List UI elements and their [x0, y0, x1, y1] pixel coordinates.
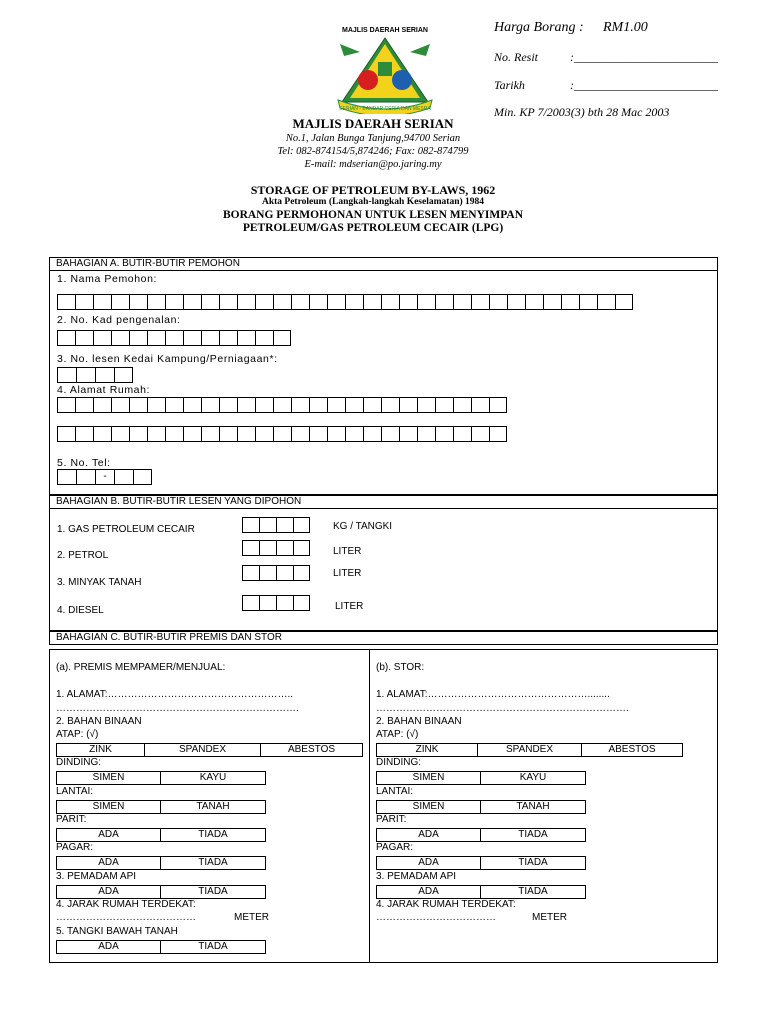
char-box[interactable]: [165, 426, 183, 442]
char-box[interactable]: [201, 397, 219, 413]
home-address-label: 4. Alamat Rumah:: [57, 384, 151, 396]
store-extinguisher-options[interactable]: [376, 885, 586, 899]
premises-roof-label: ATAP: (√): [56, 729, 99, 740]
char-box[interactable]: [615, 294, 633, 310]
store-materials-label: 2. BAHAN BINAAN: [376, 716, 462, 727]
no-resit-label: No. Resit: [494, 50, 538, 64]
premises-roof-options[interactable]: [56, 743, 363, 757]
char-box[interactable]: [57, 397, 75, 413]
char-box[interactable]: [147, 426, 165, 442]
char-box[interactable]: [417, 426, 435, 442]
char-box[interactable]: [561, 294, 579, 310]
ic-number-boxes[interactable]: [57, 330, 291, 346]
store-address-line2[interactable]: ………………………………………………………………….: [376, 703, 629, 714]
premises-distance-line[interactable]: ……………………………………: [56, 912, 196, 923]
char-box[interactable]: [57, 426, 75, 442]
roof-spandex[interactable]: SPANDEX: [145, 744, 261, 756]
premises-tank-options[interactable]: [56, 940, 266, 954]
char-box[interactable]: [489, 426, 507, 442]
char-box[interactable]: [219, 294, 237, 310]
char-box[interactable]: [417, 294, 435, 310]
char-box[interactable]: [453, 397, 471, 413]
tarikh-label: Tarikh: [494, 78, 525, 92]
char-box[interactable]: [259, 540, 276, 556]
form-title-line2: Akta Petroleum (Langkah-langkah Keselamatan) 1984: [261, 197, 485, 207]
council-address: No.1, Jalan Bunga Tanjung,94700 Serian: [285, 133, 461, 144]
char-box[interactable]: [57, 469, 76, 485]
char-box[interactable]: [219, 397, 237, 413]
tank-ada[interactable]: ADA: [57, 941, 161, 953]
char-box[interactable]: [76, 367, 95, 383]
tank-tiada[interactable]: TIADA: [198, 941, 228, 952]
wall-kayu[interactable]: KAYU: [199, 772, 227, 783]
form-title-line4: PETROLEUM/GAS PETROLEUM CECAIR (LPG): [242, 222, 504, 234]
char-box[interactable]: [111, 397, 129, 413]
char-box[interactable]: [201, 426, 219, 442]
store-heading: (b). STOR:: [376, 662, 425, 673]
floor-simen[interactable]: SIMEN: [57, 801, 161, 813]
premises-wall-options[interactable]: [56, 771, 266, 785]
premises-floor-options[interactable]: [56, 800, 266, 814]
phone-boxes[interactable]: [57, 469, 152, 485]
store-fence-tiada[interactable]: TIADA: [518, 857, 548, 868]
reference-number: Min. KP 7/2003(3) bth 28 Mac 2003: [494, 105, 670, 119]
char-box[interactable]: [76, 469, 95, 485]
tarikh-line[interactable]: :________________________: [570, 78, 718, 92]
char-box[interactable]: [435, 397, 453, 413]
char-box[interactable]: [147, 397, 165, 413]
char-box[interactable]: [453, 294, 471, 310]
char-box[interactable]: [75, 294, 93, 310]
premises-drain-options[interactable]: [56, 828, 266, 842]
premises-distance-unit: METER: [234, 912, 269, 923]
council-name: MAJLIS DAERAH SERIAN: [292, 116, 454, 131]
char-box[interactable]: [242, 540, 259, 556]
store-extinguisher-label: 3. PEMADAM API: [376, 871, 457, 882]
char-box[interactable]: [255, 294, 273, 310]
char-box[interactable]: [111, 330, 129, 346]
lpg-quantity-boxes[interactable]: [242, 517, 310, 533]
premises-wall-label: DINDING:: [56, 757, 101, 768]
phone-label: 5. No. Tel:: [57, 457, 111, 469]
char-box[interactable]: [255, 330, 273, 346]
store-wall-simen[interactable]: SIMEN: [377, 772, 481, 784]
drain-ada[interactable]: ADA: [57, 829, 161, 841]
premises-extinguisher-options[interactable]: [56, 885, 266, 899]
char-box[interactable]: [242, 517, 259, 533]
char-box[interactable]: [114, 367, 133, 383]
premises-floor-label: LANTAI:: [56, 786, 94, 797]
char-box[interactable]: [293, 540, 310, 556]
char-box[interactable]: [219, 426, 237, 442]
premises-extinguisher-label: 3. PEMADAM API: [56, 871, 137, 882]
store-roof-label: ATAP: (√): [376, 729, 419, 740]
section-c-title: BAHAGIAN C. BUTIR-BUTIR PREMIS DAN STOR: [49, 631, 718, 645]
char-box[interactable]: [95, 367, 114, 383]
char-box[interactable]: [399, 426, 417, 442]
diesel-quantity-boxes[interactable]: [242, 595, 310, 611]
petrol-unit: LITER: [333, 546, 362, 557]
char-box[interactable]: [259, 517, 276, 533]
extinguisher-tiada[interactable]: TIADA: [198, 886, 228, 897]
license-number-boxes[interactable]: [57, 367, 133, 383]
store-wall-kayu[interactable]: KAYU: [519, 772, 547, 783]
char-box[interactable]: [345, 294, 363, 310]
char-box[interactable]: [57, 294, 75, 310]
char-box[interactable]: [381, 397, 399, 413]
char-box[interactable]: [57, 330, 75, 346]
premises-heading: (a). PREMIS MEMPAMER/MENJUAL:: [56, 662, 226, 673]
premises-address[interactable]: 1. ALAMAT:………………………………………………..: [56, 689, 294, 700]
char-box[interactable]: [597, 294, 615, 310]
wall-simen[interactable]: SIMEN: [57, 772, 161, 784]
premises-address-line2[interactable]: ……………………………………………………………….: [56, 703, 299, 714]
char-box[interactable]: [133, 469, 152, 485]
lpg-label: 1. GAS PETROLEUM CECAIR: [57, 524, 195, 535]
store-wall-label: DINDING:: [376, 757, 421, 768]
char-box[interactable]: [453, 426, 471, 442]
section-b-title: BAHAGIAN B. BUTIR-BUTIR LESEN YANG DIPOHON: [49, 495, 718, 509]
license-number-label: 3. No. lesen Kedai Kampung/Perniagaan*:: [57, 353, 278, 365]
extinguisher-ada[interactable]: ADA: [57, 886, 161, 898]
lpg-unit: KG / TANGKI: [333, 521, 393, 532]
form-title-line3: BORANG PERMOHONAN UNTUK LESEN MENYIMPAN: [222, 209, 524, 221]
char-box[interactable]: [381, 294, 399, 310]
char-box[interactable]: [57, 367, 76, 383]
char-box[interactable]: [293, 517, 310, 533]
char-box[interactable]: [114, 469, 133, 485]
char-box[interactable]: [471, 426, 489, 442]
char-box[interactable]: [273, 330, 291, 346]
premises-fence-label: PAGAR:: [56, 842, 94, 853]
char-box[interactable]: [363, 426, 381, 442]
char-box[interactable]: [276, 540, 293, 556]
roof-abestos[interactable]: ABESTOS: [287, 744, 336, 755]
diesel-unit: LITER: [335, 601, 364, 612]
char-box[interactable]: [345, 426, 363, 442]
char-box[interactable]: [237, 330, 255, 346]
council-logo: [330, 22, 440, 114]
char-box[interactable]: [489, 397, 507, 413]
char-box[interactable]: [183, 397, 201, 413]
char-box[interactable]: [471, 294, 489, 310]
char-box[interactable]: [93, 426, 111, 442]
roof-zink[interactable]: ZINK: [57, 744, 145, 756]
logo-top-text: MAJLIS DAERAH SERIAN: [342, 27, 428, 34]
char-box[interactable]: [129, 330, 147, 346]
char-box[interactable]: [165, 294, 183, 310]
form-title-line1: STORAGE OF PETROLEUM BY-LAWS, 1962: [250, 183, 496, 197]
char-box[interactable]: [201, 330, 219, 346]
store-distance-line[interactable]: ………………………………: [376, 912, 496, 923]
store-distance-unit: METER: [532, 912, 567, 923]
store-extinguisher-tiada[interactable]: TIADA: [518, 886, 548, 897]
char-box[interactable]: [435, 294, 453, 310]
char-box[interactable]: [363, 397, 381, 413]
char-box[interactable]: [165, 330, 183, 346]
char-box[interactable]: [93, 397, 111, 413]
section-a-title: BAHAGIAN A. BUTIR-BUTIR PEMOHON: [49, 257, 718, 271]
char-box[interactable]: [276, 565, 293, 581]
char-box[interactable]: [147, 294, 165, 310]
home-address-boxes-line1[interactable]: [57, 397, 507, 413]
char-box[interactable]: [237, 294, 255, 310]
char-box[interactable]: [75, 397, 93, 413]
char-box[interactable]: [579, 294, 597, 310]
premises-distance-label: 4. JARAK RUMAH TERDEKAT:: [56, 899, 196, 910]
store-fence-options[interactable]: [376, 856, 586, 870]
store-floor-simen[interactable]: SIMEN: [377, 801, 481, 813]
char-box[interactable]: [327, 426, 345, 442]
section-c-divider: [369, 649, 370, 963]
council-tel: Tel: 082-874154/5,874246; Fax: 082-874799: [277, 146, 469, 157]
char-box[interactable]: [399, 294, 417, 310]
applicant-name-label: 1. Nama Pemohon:: [57, 273, 158, 285]
char-box[interactable]: [327, 294, 345, 310]
char-box[interactable]: [219, 330, 237, 346]
home-address-boxes-line2[interactable]: [57, 426, 507, 442]
store-drain-label: PARIT:: [376, 814, 407, 825]
char-box[interactable]: [129, 426, 147, 442]
char-box[interactable]: [93, 294, 111, 310]
petrol-quantity-boxes[interactable]: [242, 540, 310, 556]
store-fence-label: PAGAR:: [376, 842, 414, 853]
char-box[interactable]: [147, 330, 165, 346]
store-roof-options[interactable]: [376, 743, 683, 757]
premises-drain-label: PARIT:: [56, 814, 87, 825]
store-floor-label: LANTAI:: [376, 786, 414, 797]
store-floor-options[interactable]: [376, 800, 586, 814]
kerosene-label: 3. MINYAK TANAH: [57, 577, 142, 588]
char-box[interactable]: [165, 397, 183, 413]
store-drain-ada[interactable]: ADA: [377, 829, 481, 841]
char-box[interactable]: [183, 330, 201, 346]
logo-ribbon-text: SERIAN - BANDAR CERIA DAN MESRA: [339, 106, 431, 112]
harga-value: RM1.00: [603, 20, 648, 35]
fence-ada[interactable]: ADA: [57, 857, 161, 869]
char-box[interactable]: [293, 595, 310, 611]
char-box[interactable]: [242, 565, 259, 581]
char-box[interactable]: [327, 397, 345, 413]
char-box[interactable]: [276, 517, 293, 533]
premises-materials-label: 2. BAHAN BINAAN: [56, 716, 142, 727]
char-box[interactable]: [489, 294, 507, 310]
store-roof-abestos[interactable]: ABESTOS: [608, 744, 656, 755]
char-box[interactable]: [417, 397, 435, 413]
char-box[interactable]: [273, 397, 291, 413]
char-box[interactable]: [237, 426, 255, 442]
ic-number-label: 2. No. Kad pengenalan:: [57, 314, 181, 326]
kerosene-quantity-boxes[interactable]: [242, 565, 310, 581]
char-box[interactable]: [399, 397, 417, 413]
floor-tanah[interactable]: TANAH: [196, 801, 230, 812]
char-box[interactable]: [75, 426, 93, 442]
store-roof-zink[interactable]: ZINK: [377, 744, 478, 756]
char-box[interactable]: [507, 294, 525, 310]
char-box[interactable]: [129, 294, 147, 310]
petrol-label: 2. PETROL: [57, 550, 109, 561]
char-box[interactable]: [471, 397, 489, 413]
store-address[interactable]: 1. ALAMAT:…………………………………………........: [376, 689, 610, 700]
char-box[interactable]: [111, 426, 129, 442]
premises-fence-options[interactable]: [56, 856, 266, 870]
char-box[interactable]: [111, 294, 129, 310]
char-box[interactable]: [345, 397, 363, 413]
store-floor-tanah[interactable]: TANAH: [516, 801, 550, 812]
char-box[interactable]: [363, 294, 381, 310]
char-box[interactable]: [237, 397, 255, 413]
fence-tiada[interactable]: TIADA: [198, 857, 228, 868]
char-box[interactable]: [293, 565, 310, 581]
char-box[interactable]: [259, 595, 276, 611]
char-box[interactable]: [309, 426, 327, 442]
char-box[interactable]: [525, 294, 543, 310]
char-box[interactable]: [93, 330, 111, 346]
char-box[interactable]: [183, 294, 201, 310]
store-roof-spandex[interactable]: SPANDEX: [478, 744, 582, 756]
char-box[interactable]: [309, 294, 327, 310]
char-box[interactable]: [255, 426, 273, 442]
char-box[interactable]: [242, 595, 259, 611]
char-box[interactable]: [309, 397, 327, 413]
char-box[interactable]: [273, 294, 291, 310]
store-fence-ada[interactable]: ADA: [377, 857, 481, 869]
store-distance-label: 4. JARAK RUMAH TERDEKAT:: [376, 899, 516, 910]
char-box[interactable]: [273, 426, 291, 442]
char-box[interactable]: [543, 294, 561, 310]
char-box[interactable]: [129, 397, 147, 413]
char-box[interactable]: -: [95, 469, 114, 485]
char-box[interactable]: [381, 426, 399, 442]
drain-tiada[interactable]: TIADA: [198, 829, 228, 840]
char-box[interactable]: [201, 294, 219, 310]
char-box[interactable]: [435, 426, 453, 442]
diesel-label: 4. DIESEL: [57, 605, 104, 616]
char-box[interactable]: [255, 397, 273, 413]
char-box[interactable]: [75, 330, 93, 346]
premises-tank-label: 5. TANGKI BAWAH TANAH: [56, 926, 178, 937]
store-wall-options[interactable]: [376, 771, 586, 785]
char-box[interactable]: [291, 397, 309, 413]
store-extinguisher-ada[interactable]: ADA: [377, 886, 481, 898]
store-drain-options[interactable]: [376, 828, 586, 842]
no-resit-line[interactable]: :________________________: [570, 50, 718, 64]
char-box[interactable]: [291, 294, 309, 310]
store-drain-tiada[interactable]: TIADA: [518, 829, 548, 840]
char-box[interactable]: [276, 595, 293, 611]
char-box[interactable]: [259, 565, 276, 581]
char-box[interactable]: [291, 426, 309, 442]
char-box[interactable]: [183, 426, 201, 442]
kerosene-unit: LITER: [333, 568, 362, 579]
harga-label: Harga Borang :: [494, 20, 584, 35]
applicant-name-boxes[interactable]: [57, 294, 633, 310]
council-email: E-mail: mdserian@po.jaring.my: [304, 159, 442, 170]
